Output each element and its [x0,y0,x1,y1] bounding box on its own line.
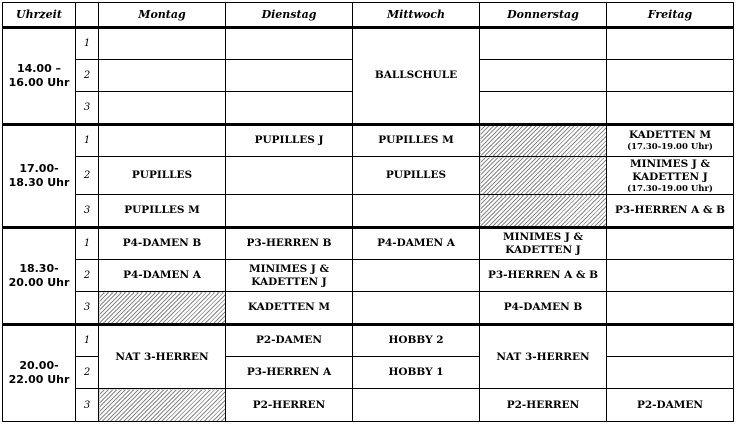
empty-cell [480,92,607,124]
header-time: Uhrzeit [3,3,76,28]
empty-cell [226,195,353,227]
slot-number: 2 [76,60,99,92]
blocked-cell [99,389,226,422]
schedule-cell: P2-HERREN [226,389,353,422]
empty-cell [226,92,353,124]
schedule-cell: KADETTEN M [226,292,353,324]
empty-cell [607,27,734,59]
slot-number: 1 [76,27,99,59]
header-row [3,3,734,28]
schedule-label: KADETTEN M [628,129,712,142]
blocked-cell [99,292,226,324]
schedule-cell: P3-HERREN A & B [480,259,607,291]
table-row [3,157,734,195]
schedule-cell: P4-DAMEN A [99,259,226,291]
schedule-cell: P3-HERREN A & B [607,195,734,227]
blocked-cell [480,195,607,227]
slot-number: 1 [76,324,99,356]
table-row [3,389,734,422]
blocked-cell [480,124,607,156]
schedule-cell: PUPILLES J [226,124,353,156]
empty-cell [99,60,226,92]
slot-number: 2 [76,357,99,389]
slot-number: 3 [76,92,99,124]
table-row [3,124,734,156]
schedule-cell: HOBBY 2 [353,324,480,356]
empty-cell [99,27,226,59]
schedule-table [2,2,734,422]
schedule-cell: PUPILLES [353,157,480,195]
table-row [3,27,734,59]
schedule-time-note: (17.30-19.00 Uhr) [627,183,713,194]
empty-cell [607,60,734,92]
empty-cell [353,259,480,291]
slot-number: 3 [76,195,99,227]
empty-cell [607,357,734,389]
schedule-cell: P3-HERREN A [226,357,353,389]
schedule-cell: P2-HERREN [480,389,607,422]
schedule-cell: P2-DAMEN [607,389,734,422]
empty-cell [99,92,226,124]
slot-number: 3 [76,292,99,324]
schedule-cell: MINIMES J & KADETTEN J [480,227,607,259]
blocked-cell [480,157,607,195]
schedule-cell: P2-DAMEN [226,324,353,356]
slot-number: 1 [76,227,99,259]
slot-number: 2 [76,157,99,195]
empty-cell [607,324,734,356]
header-slot [76,3,99,28]
table-row [3,292,734,324]
schedule-cell: PUPILLES M [99,195,226,227]
empty-cell [226,157,353,195]
schedule-cell: MINIMES J & KADETTEN J [226,259,353,291]
slot-number: 2 [76,259,99,291]
empty-cell [353,195,480,227]
empty-cell [607,292,734,324]
table-row [3,324,734,356]
header-day-tuesday: Dienstag [226,3,353,28]
empty-cell [607,259,734,291]
schedule-cell [607,157,734,195]
header-day-monday: Montag [99,3,226,28]
empty-cell [353,292,480,324]
schedule-time-note: (17.30-19.00 Uhr) [627,142,713,153]
header-day-wednesday: Mittwoch [353,3,480,28]
empty-cell [480,60,607,92]
schedule-cell: NAT 3-HERREN [480,324,607,389]
header-day-friday: Freitag [607,3,734,28]
time-slot: 20.00- 22.00 Uhr [3,324,76,421]
schedule-cell: PUPILLES [99,157,226,195]
schedule-cell: P4-DAMEN A [353,227,480,259]
empty-cell [480,27,607,59]
empty-cell [226,60,353,92]
schedule-cell: NAT 3-HERREN [99,324,226,389]
empty-cell [226,27,353,59]
slot-number: 1 [76,124,99,156]
empty-cell [607,227,734,259]
schedule-cell: P4-DAMEN B [99,227,226,259]
schedule-cell: BALLSCHULE [353,27,480,124]
time-slot: 17.00- 18.30 Uhr [3,124,76,227]
schedule-label: MINIMES J & KADETTEN J [629,157,710,183]
schedule-cell: P4-DAMEN B [480,292,607,324]
empty-cell [607,92,734,124]
empty-cell [353,389,480,422]
time-slot: 18.30- 20.00 Uhr [3,227,76,324]
schedule-cell: PUPILLES M [353,124,480,156]
table-row [3,227,734,259]
schedule-cell [607,124,734,156]
schedule-cell: P3-HERREN B [226,227,353,259]
schedule-cell: HOBBY 1 [353,357,480,389]
table-row [3,195,734,227]
table-row [3,259,734,291]
slot-number: 3 [76,389,99,422]
empty-cell [99,124,226,156]
time-slot: 14.00 – 16.00 Uhr [3,27,76,124]
header-day-thursday: Donnerstag [480,3,607,28]
